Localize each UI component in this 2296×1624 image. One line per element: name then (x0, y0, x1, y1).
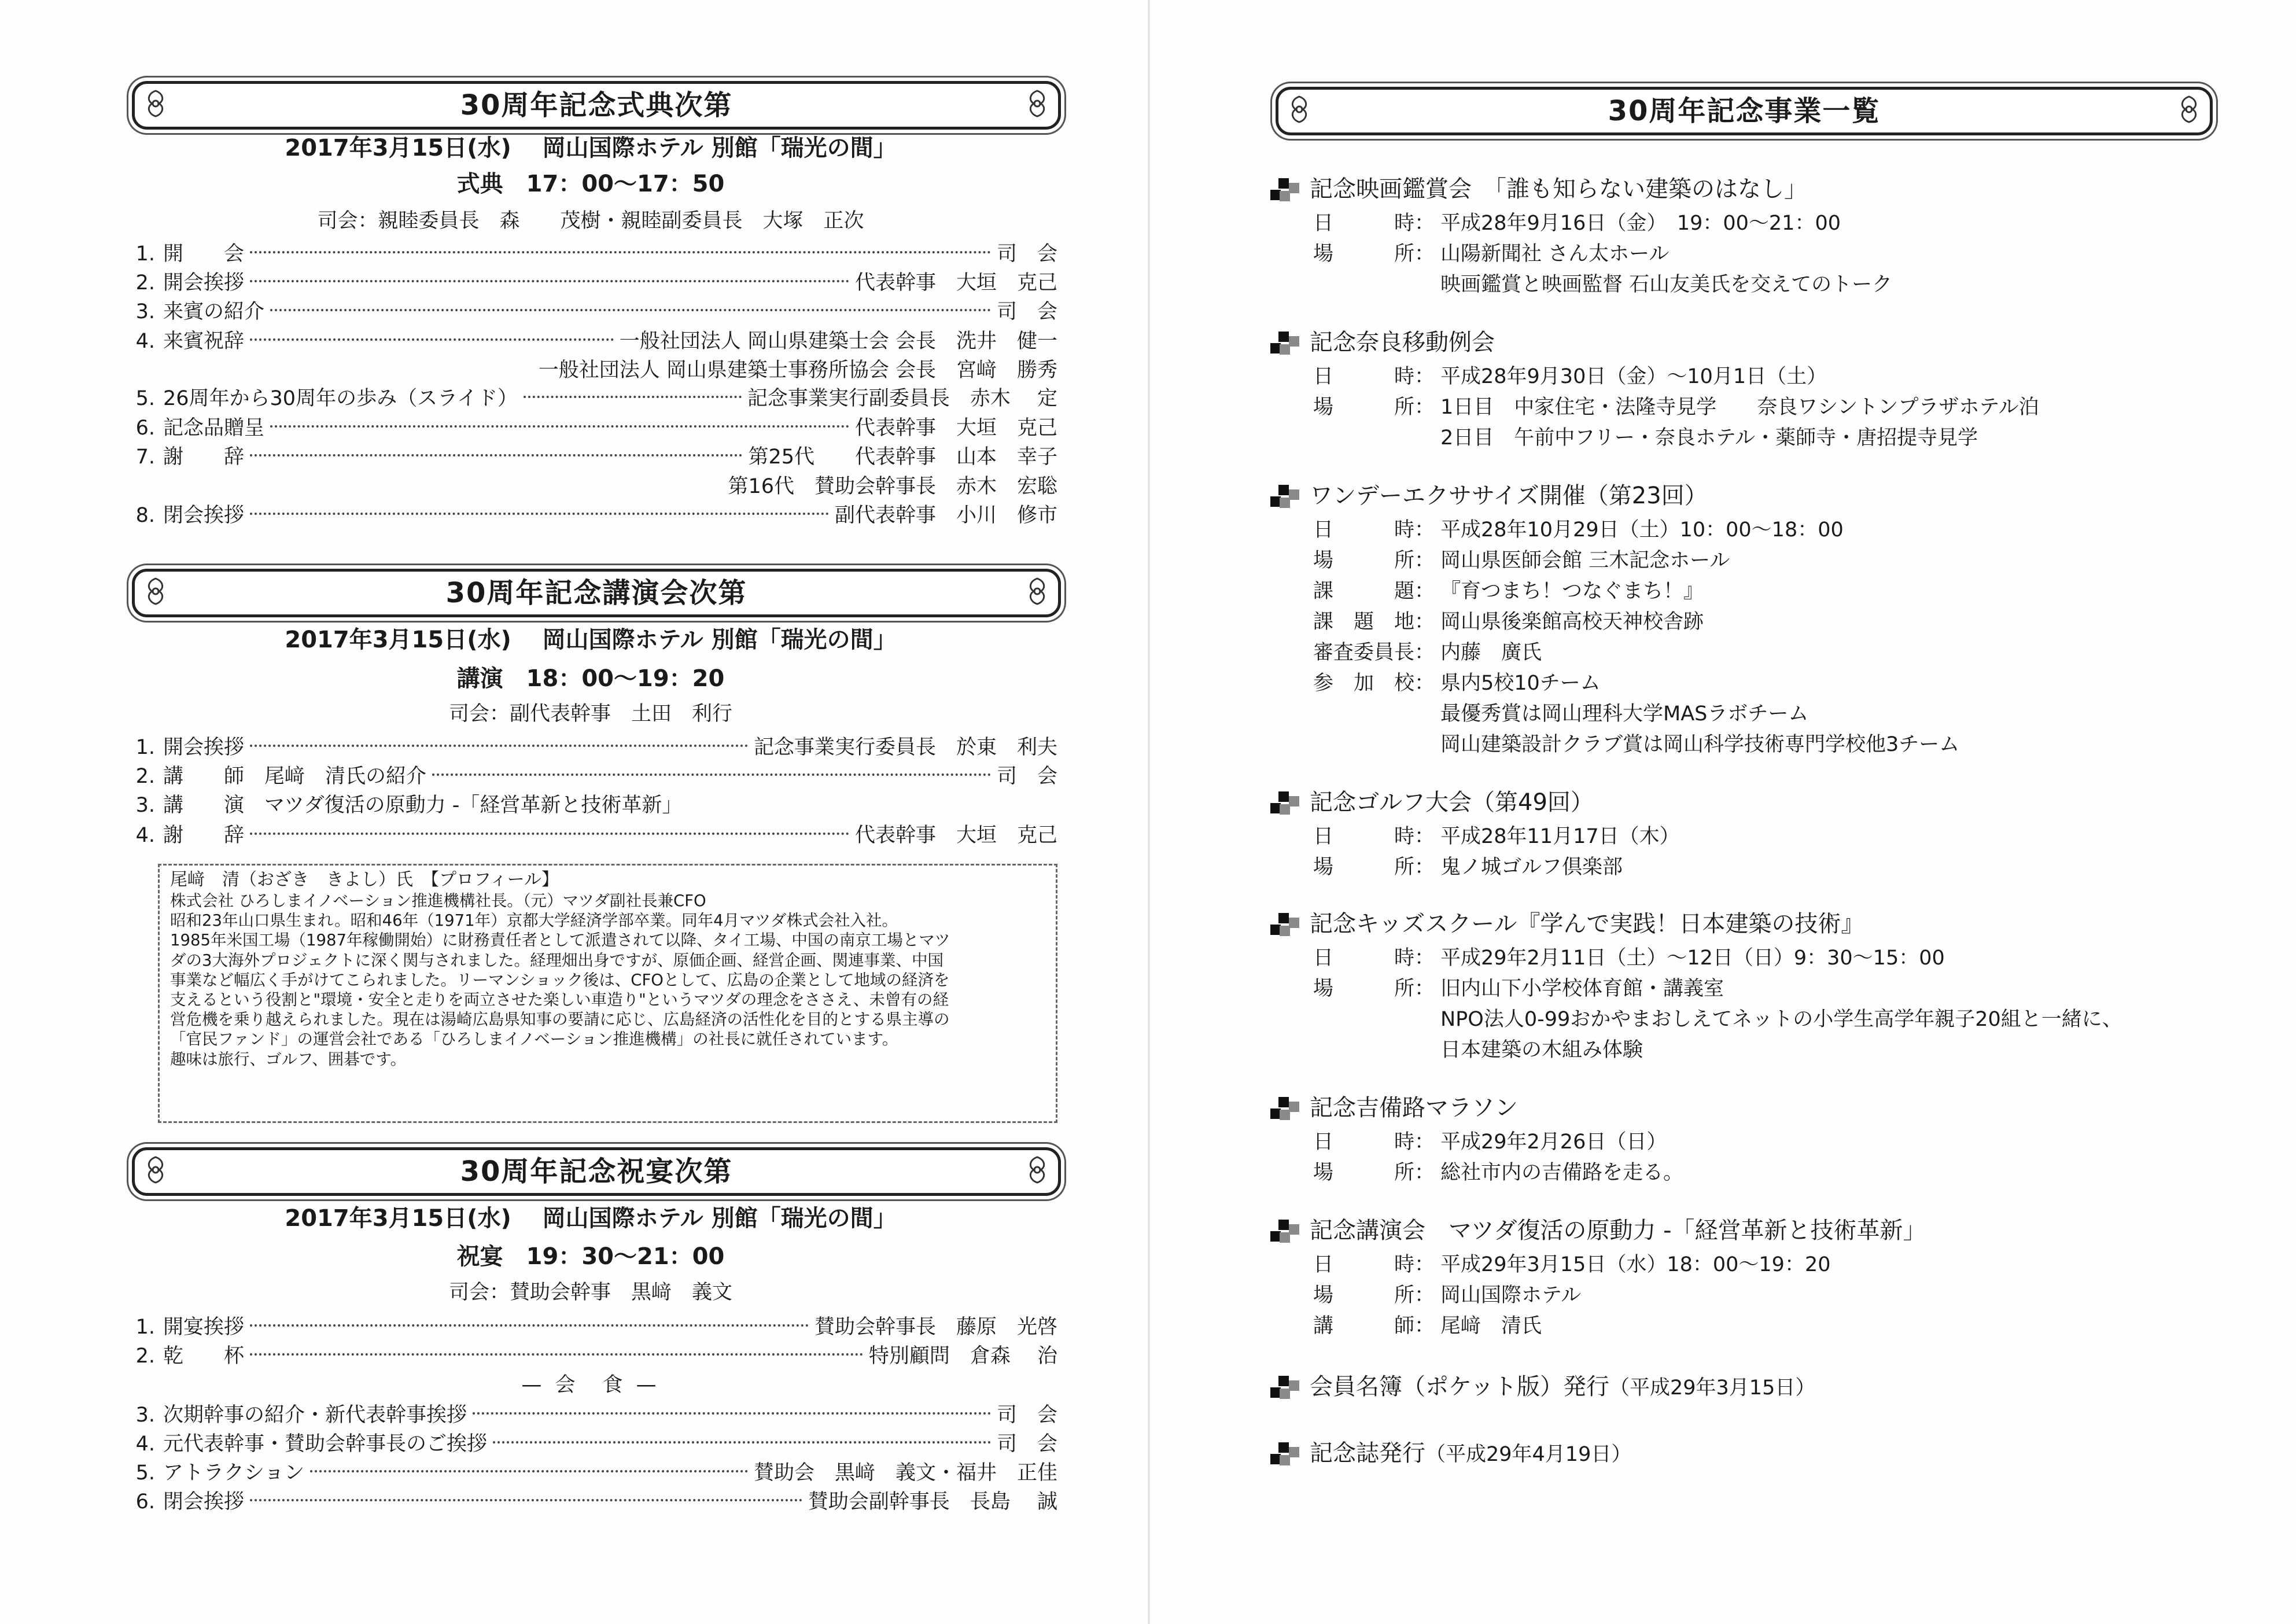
event-date-note: （平成29年3月15日） (1609, 1376, 1816, 1400)
item-number: 4. (135, 1432, 155, 1456)
leader-dots (250, 513, 829, 515)
item-label: 講 演 マツダ復活の原動力 -「経営革新と技術革新」 (163, 794, 683, 817)
item-speaker: 記念事業実行副委員長 赤木 定 (747, 387, 1057, 410)
event-detail-label: 日 時： (1313, 947, 1435, 970)
leader-dots (432, 774, 991, 776)
bullet-square (1278, 913, 1289, 923)
item-label: 開会挨拶 (163, 736, 245, 759)
item-number: 4. (135, 330, 155, 353)
leader-dots (473, 1412, 991, 1415)
projects-header (1276, 87, 2213, 135)
leader-dots (524, 396, 742, 398)
event-detail-value: NPO法人0-99おかやまおしえてネットの小学生高学年親子20組と一緒に、 (1440, 1008, 2122, 1031)
square-bullet-icon (1270, 178, 1298, 202)
item-number: 6. (135, 1490, 155, 1513)
item-speaker: 賛助会 黒﨑 義文・福井 正佳 (753, 1461, 1057, 1485)
meal-divider: — 会 食 — (521, 1373, 660, 1397)
item-label: 次期幹事の紹介・新代表幹事挨拶 (163, 1404, 467, 1427)
banquet-mc: 司会：賛助会幹事 黒﨑 義文 (448, 1281, 732, 1304)
item-speaker: 司 会 (996, 300, 1057, 323)
profile-line: 趣味は旅行、ゴルフ、囲碁です。 (170, 1049, 407, 1069)
event-detail-label: 場 所： (1313, 977, 1435, 1000)
profile-line: 支えるという役割と"環境・安全と走りを両立させた楽しい車造り"というマツダの理念をささえ、未曾有の経 (170, 990, 949, 1010)
item-label: 閉会挨拶 (163, 1490, 245, 1513)
item-speaker-continued: 第16代 賛助会幹事長 赤木 宏聡 (728, 475, 1057, 498)
event-item (1270, 174, 1807, 205)
banquet-header-ornament-right-icon (1021, 1154, 1053, 1186)
event-detail-value: 平成28年10月29日（土）10：00～18：00 (1440, 518, 1844, 542)
item-number: 5. (135, 1461, 155, 1485)
event-detail-label: 場 所： (1313, 396, 1435, 419)
event-item (1270, 327, 1495, 358)
page-fold (1148, 0, 1150, 1624)
ceremony-header-title: 30周年記念式典次第 (460, 89, 733, 121)
item-label: 講 師 尾﨑 清氏の紹介 (163, 765, 427, 788)
profile-line: 株式会社 ひろしまイノベーション推進機構社長。（元）マツダ副社長兼CFO (170, 892, 706, 910)
event-detail-value: 尾﨑 清氏 (1440, 1314, 1542, 1338)
item-label: 開 会 (163, 242, 245, 266)
program-item (124, 1342, 1057, 1370)
event-title: ワンデーエクササイズ開催（第23回） (1310, 483, 1708, 509)
event-detail-value: 映画鑑賞と映画監督 石山友美氏を交えてのトーク (1440, 273, 1893, 296)
item-label: 26周年から30周年の歩み（スライド） (163, 387, 518, 410)
event-detail-label: 課 題 地： (1313, 610, 1435, 634)
square-bullet-icon (1270, 332, 1298, 356)
bullet-square (1289, 1447, 1299, 1457)
item-number: 1. (135, 1316, 155, 1339)
event-detail-label: 場 所： (1313, 1161, 1435, 1184)
program-item (124, 298, 1057, 326)
event-detail-value: 山陽新聞社 さん太ホール (1440, 242, 1670, 266)
bullet-square (1289, 183, 1299, 193)
square-bullet-icon (1270, 1220, 1298, 1244)
square-bullet-icon (1270, 485, 1298, 509)
item-speaker: 司 会 (996, 765, 1057, 788)
event-detail-value: 旧内山下小学校体育館・講義室 (1440, 977, 1724, 1000)
event-date-note: （平成29年4月19日） (1425, 1443, 1632, 1466)
item-number: 7. (135, 445, 155, 469)
event-detail-label: 日 時： (1313, 212, 1435, 235)
item-number: 3. (135, 300, 155, 323)
item-number: 1. (135, 242, 155, 266)
bullet-square (1278, 485, 1289, 495)
square-bullet-icon (1270, 1442, 1298, 1467)
leader-dots (250, 745, 748, 747)
ceremony-date-venue: 2017年3月15日(水) 岡山国際ホテル 別館「瑞光の間」 (285, 135, 897, 161)
event-item (1270, 1092, 1518, 1124)
item-speaker: 特別顧問 倉森 治 (868, 1345, 1057, 1368)
bullet-square (1289, 336, 1299, 347)
leader-dots (310, 1470, 748, 1472)
square-bullet-icon (1270, 1376, 1298, 1400)
banquet-header-title: 30周年記念祝宴次第 (460, 1155, 733, 1188)
item-speaker: 司 会 (996, 1432, 1057, 1456)
event-detail-label: 日 時： (1313, 365, 1435, 388)
ceremony-header (132, 81, 1061, 130)
program-item (124, 1459, 1057, 1487)
event-detail-value: 平成28年9月30日（金）～10月1日（土） (1440, 365, 1827, 388)
program-item (124, 1488, 1057, 1516)
event-detail-value: 岡山国際ホテル (1440, 1284, 1582, 1307)
bullet-square (1280, 804, 1290, 815)
leader-dots (270, 309, 991, 311)
profile-line: 1985年米国工場（1987年稼働開始）に財務責任者として派遣されて以降、タイ工場、中国の南京工場とマツ (170, 931, 950, 950)
banquet-time: 祝宴 19：30～21：00 (456, 1243, 725, 1270)
leader-dots (250, 251, 991, 253)
event-detail-value: 1日目 中家住宅・法隆寺見学 奈良ワシントンプラザホテル泊 (1440, 396, 2039, 419)
item-number: 2. (135, 765, 155, 788)
program-item (124, 1313, 1057, 1341)
bullet-square (1280, 926, 1290, 936)
lecture-header-ornament-right-icon (1021, 575, 1053, 607)
event-title: 記念誌発行 (1310, 1440, 1425, 1467)
program-item (124, 1401, 1057, 1429)
ceremony-mc: 司会：親睦委員長 森 茂樹・親睦副委員長 大塚 正次 (317, 209, 864, 233)
profile-line: 「官民ファンド」の運営会社である「ひろしまイノベーション推進機構」の社長に就任されています。 (170, 1030, 898, 1049)
item-label: 元代表幹事・賛助会幹事長のご挨拶 (163, 1432, 488, 1456)
bullet-square (1278, 1442, 1289, 1453)
event-detail-label: 日 時： (1313, 1253, 1435, 1276)
event-detail-value: 平成29年3月15日（水）18：00～19：20 (1440, 1253, 1831, 1276)
event-detail-label: 講 師： (1313, 1314, 1435, 1338)
item-label: 閉会挨拶 (163, 504, 245, 527)
event-detail-label: 審査委員長： (1313, 641, 1435, 664)
item-speaker: 第25代 代表幹事 山本 幸子 (748, 445, 1057, 469)
event-detail-value: 内藤 廣氏 (1440, 641, 1542, 664)
event-detail-value: 平成29年2月11日（土）～12日（日）9：30～15：00 (1440, 947, 1945, 970)
leader-dots (493, 1441, 991, 1443)
event-detail-label: 日 時： (1313, 825, 1435, 848)
event-title: 記念ゴルフ大会（第49回） (1310, 789, 1594, 816)
leader-dots (250, 1499, 802, 1501)
program-item (124, 443, 1057, 471)
event-detail-value: 平成28年11月17日（木） (1440, 825, 1680, 848)
event-detail-label: 課 題： (1313, 580, 1435, 603)
lecture-header (132, 569, 1061, 617)
item-label: アトラクション (163, 1461, 305, 1485)
event-detail-value: 『育つまち！つなぐまち！』 (1440, 580, 1704, 603)
item-speaker: 代表幹事 大垣 克己 (854, 824, 1057, 847)
speaker-profile-box (158, 864, 1057, 1123)
event-detail-value: 鬼ノ城ゴルフ倶楽部 (1440, 856, 1623, 879)
leader-dots (250, 338, 614, 341)
event-detail-label: 場 所： (1313, 856, 1435, 879)
item-number: 5. (135, 387, 155, 410)
item-label: 開会挨拶 (163, 271, 245, 294)
item-number: 2. (135, 271, 155, 294)
item-speaker: 記念事業実行委員長 於東 利夫 (753, 736, 1057, 759)
event-detail-value: 最優秀賞は岡山理科大学MASラボチーム (1440, 702, 1809, 726)
program-item (124, 734, 1057, 761)
item-label: 来賓祝辞 (163, 330, 245, 353)
leader-dots (250, 1353, 863, 1356)
bullet-square (1289, 796, 1299, 807)
leader-dots (250, 833, 849, 835)
event-title: 記念吉備路マラソン (1310, 1095, 1518, 1121)
event-title: 記念奈良移動例会 (1310, 329, 1495, 356)
event-detail-value: 平成28年9月16日（金） 19：00～21：00 (1440, 212, 1841, 235)
item-speaker: 代表幹事 大垣 克己 (854, 271, 1057, 294)
program-item (124, 327, 1057, 355)
projects-header-title: 30周年記念事業一覧 (1608, 95, 1881, 127)
bullet-square (1289, 489, 1299, 500)
program-item (124, 269, 1057, 297)
item-label: 記念品贈呈 (163, 417, 265, 440)
projects-header-ornament-right-icon (2173, 93, 2205, 126)
item-label: 謝 辞 (163, 445, 245, 469)
event-detail-value: 岡山県医師会館 三木記念ホール (1440, 549, 1730, 572)
square-bullet-icon (1270, 791, 1298, 816)
profile-heading: 尾﨑 清（おざき きよし）氏 【プロフィール】 (170, 870, 559, 890)
item-label: 来賓の紹介 (163, 300, 265, 323)
bullet-square (1278, 791, 1289, 802)
profile-line: ダの3大海外プロジェクトに深く関与されました。経理畑出身ですが、原価企画、経営企画、関連事業、中国 (170, 951, 944, 970)
bullet-square (1278, 332, 1289, 342)
banquet-date-venue: 2017年3月15日(水) 岡山国際ホテル 別館「瑞光の間」 (285, 1205, 897, 1232)
item-speaker: 一般社団法人 岡山県建築士会 会長 洗井 健一 (619, 330, 1057, 353)
event-item (1270, 908, 1864, 940)
event-title: 記念キッズスクール『学んで実践！日本建築の技術』 (1310, 911, 1864, 937)
lecture-time: 講演 18：00～19：20 (456, 665, 725, 692)
lecture-mc: 司会：副代表幹事 土田 利行 (448, 702, 732, 726)
bullet-square (1280, 344, 1290, 355)
item-speaker: 賛助会幹事長 藤原 光啓 (814, 1316, 1057, 1339)
item-number: 8. (135, 504, 155, 527)
profile-line: 営危機を乗り越えられました。現在は湯崎広島県知事の要請に応じ、広島経済の活性化を目的とする県主導の (170, 1010, 950, 1029)
item-speaker-continued: 一般社団法人 岡山県建築士事務所協会 会長 宮﨑 勝秀 (538, 359, 1057, 382)
event-detail-value: 県内5校10チーム (1440, 672, 1601, 695)
item-speaker: 司 会 (996, 1404, 1057, 1427)
event-item (1270, 1438, 1631, 1470)
bullet-square (1278, 178, 1289, 189)
program-item (124, 763, 1057, 790)
banquet-header (132, 1147, 1061, 1196)
bullet-square (1289, 918, 1299, 928)
item-number: 1. (135, 736, 155, 759)
program-item (124, 502, 1057, 529)
bullet-square (1289, 1224, 1299, 1235)
bullet-square (1278, 1376, 1289, 1386)
event-title: 記念講演会 マツダ復活の原動力 -「経営革新と技術革新」 (1310, 1217, 1926, 1244)
item-number: 3. (135, 1404, 155, 1427)
item-number: 3. (135, 794, 155, 817)
bullet-square (1280, 1389, 1290, 1399)
lecture-header-title: 30周年記念講演会次第 (445, 577, 747, 609)
profile-line: 昭和23年山口県生まれ。昭和46年（1971年）京都大学経済学部卒業。同年4月マツダ株式会社入社。 (170, 911, 898, 930)
event-detail-value: 日本建築の木組み体験 (1440, 1039, 1643, 1062)
item-speaker: 副代表幹事 小川 修市 (834, 504, 1057, 527)
item-label: 乾 杯 (163, 1345, 245, 1368)
event-item (1270, 1215, 1926, 1246)
item-label: 開宴挨拶 (163, 1316, 245, 1339)
program-item (124, 1430, 1057, 1458)
item-speaker: 司 会 (996, 242, 1057, 266)
leader-dots (270, 425, 849, 428)
event-title: 会員名簿（ポケット版）発行 (1310, 1373, 1609, 1400)
event-item (1270, 480, 1708, 511)
event-detail-label: 場 所： (1313, 549, 1435, 572)
lecture-date-venue: 2017年3月15日(水) 岡山国際ホテル 別館「瑞光の間」 (285, 627, 897, 653)
event-detail-value: 岡山県後楽館高校天神校舎跡 (1440, 610, 1704, 634)
event-detail-label: 場 所： (1313, 242, 1435, 266)
event-detail-value: 2日目 午前中フリー・奈良ホテル・薬師寺・唐招提寺見学 (1440, 426, 1978, 450)
item-speaker: 賛助会副幹事長 長島 誠 (808, 1490, 1057, 1513)
event-detail-value: 総社市内の吉備路を走る。 (1440, 1161, 1684, 1184)
event-item (1270, 787, 1594, 818)
event-item (1270, 1371, 1815, 1404)
bullet-square (1278, 1220, 1289, 1230)
item-number: 4. (135, 824, 155, 847)
leader-dots (250, 1324, 809, 1327)
leader-dots (250, 280, 849, 282)
ceremony-header-ornament-right-icon (1021, 87, 1053, 120)
event-detail-value: 岡山建築設計クラブ賞は岡山科学技術専門学校他3チーム (1440, 733, 1960, 756)
program-item (124, 822, 1057, 849)
ceremony-time: 式典 17：00～17：50 (456, 171, 725, 197)
profile-line: 事業など幅広く手がけてこられました。リーマンショック後は、CFOとして、広島の企業として地域の経済を (170, 970, 950, 989)
event-title: 記念映画鑑賞会 「誰も知らない建築のはなし」 (1310, 176, 1807, 202)
program-item (124, 414, 1057, 442)
event-detail-label: 参 加 校： (1313, 672, 1435, 695)
square-bullet-icon (1270, 1097, 1298, 1121)
event-detail-value: 平成29年2月26日（日） (1440, 1130, 1667, 1154)
bullet-square (1280, 191, 1290, 201)
bullet-square (1280, 1232, 1290, 1243)
leader-dots (250, 454, 742, 456)
event-detail-label: 日 時： (1313, 1130, 1435, 1154)
item-number: 2. (135, 1345, 155, 1368)
bullet-square (1289, 1380, 1299, 1391)
bullet-square (1280, 1455, 1290, 1465)
event-detail-label: 日 時： (1313, 518, 1435, 542)
program-item (124, 385, 1057, 413)
bullet-square (1280, 498, 1290, 508)
program-item (124, 240, 1057, 268)
bullet-square (1289, 1102, 1299, 1112)
square-bullet-icon (1270, 913, 1298, 937)
program-item (124, 791, 1057, 819)
item-label: 謝 辞 (163, 824, 245, 847)
bullet-square (1280, 1110, 1290, 1120)
item-number: 6. (135, 417, 155, 440)
event-detail-label: 場 所： (1313, 1284, 1435, 1307)
item-speaker: 代表幹事 大垣 克己 (854, 417, 1057, 440)
bullet-square (1278, 1097, 1289, 1107)
